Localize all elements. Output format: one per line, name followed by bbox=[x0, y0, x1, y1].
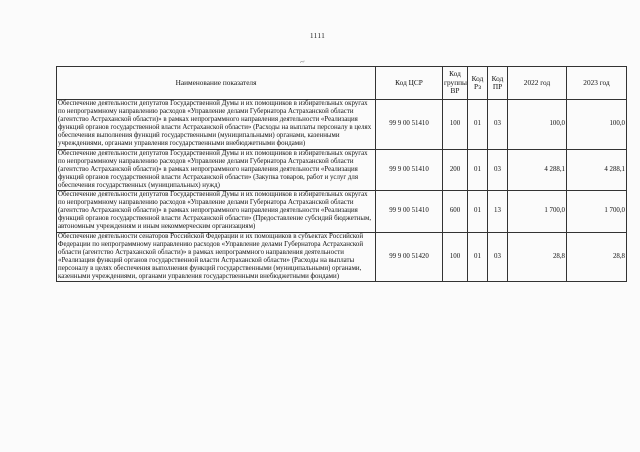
row-2023: 100,0 bbox=[567, 100, 627, 150]
row-2022: 28,8 bbox=[508, 232, 567, 282]
row-vr: 200 bbox=[443, 149, 468, 190]
row-2023: 4 288,1 bbox=[567, 149, 627, 190]
table-header-row bbox=[57, 67, 627, 100]
header-name: Наименование показателя bbox=[57, 67, 376, 100]
row-vr: 100 bbox=[443, 232, 468, 282]
row-2022: 100,0 bbox=[508, 100, 567, 150]
row-name: Обеспечение деятельности сенаторов Российской Федерации и их помощников в субъектах Российской Федерации по непрограммному направлению расходов «Управление делами Губернатора Астраханской области (агентство Астраханской области)» в рамках непрограммного направления деятельности «Реализация функций органов государственной власти Астраханской области» (Расходы на выплаты персоналу в целях обеспечения выполнения функций государственными (муниципальными) органами, казенными учреждениями, органами управления государственными внебюджетными фондами) bbox=[57, 232, 376, 282]
row-2022: 4 288,1 bbox=[508, 149, 567, 190]
header-2022: 2022 год bbox=[508, 67, 567, 100]
row-csr: 99 9 00 51410 bbox=[376, 100, 443, 150]
table-row bbox=[57, 232, 627, 282]
row-name: Обеспечение деятельности депутатов Государственной Думы и их помощников в избирательных округах по непрограммному направлению расходов «Управление делами Губернатора Астраханской области (агентство Астраханской области)» в рамках непрограммного направления деятельности «Реализация функций органов государственной власти Астраханской области» (Закупка товаров, работ и услуг для обеспечения государственных (муниципальных) нужд) bbox=[57, 149, 376, 190]
table-row bbox=[57, 100, 627, 150]
table-row bbox=[57, 149, 627, 190]
header-rz: Код Рз bbox=[468, 67, 488, 100]
header-pr: Код ПР bbox=[488, 67, 508, 100]
row-2022: 1 700,0 bbox=[508, 191, 567, 232]
row-rz: 01 bbox=[468, 100, 488, 150]
header-vr: Код группы ВР bbox=[443, 67, 468, 100]
row-pr: 03 bbox=[488, 149, 508, 190]
row-vr: 600 bbox=[443, 191, 468, 232]
header-csr: Код ЦСР bbox=[376, 67, 443, 100]
row-pr: 03 bbox=[488, 100, 508, 150]
row-vr: 100 bbox=[443, 100, 468, 150]
page-number: 1111 bbox=[310, 32, 326, 40]
table-row bbox=[57, 191, 627, 232]
row-csr: 99 9 00 51420 bbox=[376, 232, 443, 282]
header-2023: 2023 год bbox=[567, 67, 627, 100]
row-2023: 28,8 bbox=[567, 232, 627, 282]
row-2023: 1 700,0 bbox=[567, 191, 627, 232]
scan-mark-icon: ~ bbox=[298, 56, 306, 68]
row-pr: 13 bbox=[488, 191, 508, 232]
row-pr: 03 bbox=[488, 232, 508, 282]
row-csr: 99 9 00 51410 bbox=[376, 149, 443, 190]
row-rz: 01 bbox=[468, 191, 488, 232]
row-rz: 01 bbox=[468, 149, 488, 190]
row-name: Обеспечение деятельности депутатов Государственной Думы и их помощников в избирательных округах по непрограммному направлению расходов «Управление делами Губернатора Астраханской области (агентство Астраханской области)» в рамках непрограммного направления деятельности «Реализация функций органов государственной власти Астраханской области» (Предоставление субсидий бюджетным, автономным учреждениям и иным некоммерческим организациям) bbox=[57, 191, 376, 232]
budget-table bbox=[56, 66, 627, 282]
row-name: Обеспечение деятельности депутатов Государственной Думы и их помощников в избирательных округах по непрограммному направлению расходов «Управление делами Губернатора Астраханской области (агентство Астраханской области)» в рамках непрограммного направления деятельности «Реализация функций органов государственной власти Астраханской области» (Расходы на выплаты персоналу в целях обеспечения выполнения функций государственными (муниципальными) органами, казенными учреждениями, органами управления государственными внебюджетными фондами) bbox=[57, 100, 376, 150]
row-rz: 01 bbox=[468, 232, 488, 282]
row-csr: 99 9 00 51410 bbox=[376, 191, 443, 232]
